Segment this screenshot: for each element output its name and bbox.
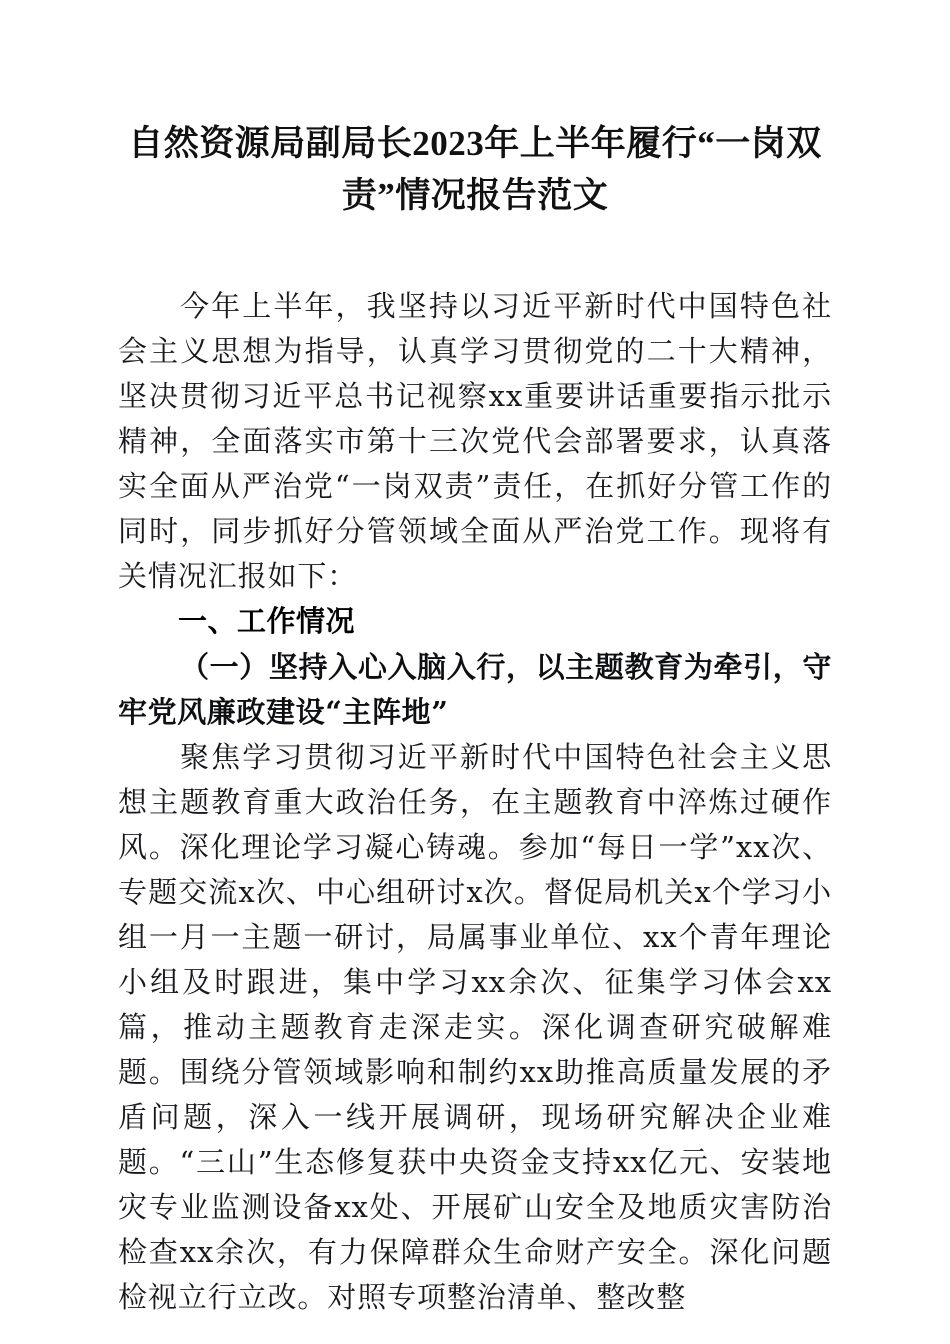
subsection-one-body: 聚焦学习贯彻习近平新时代中国特色社会主义思想主题教育重大政治任务，在主题教育中淬炼过硬作风。深化理论学习凝心铸魂。参加“每日一学”xx次、专题交流x次、中心组研讨x次。督促局机关x个学习小组一月一主题一研讨，局属事业单位、xx个青年理论小组及时跟进，集中学习xx余次、征集学习体会xx篇，推动主题教育走深走实。深化调查研究破解难题。围绕分管领域影响和制约xx助推高质量发展的矛盾问题，深入一线开展调研，现场研究解决企业难题。“三山”生态修复获中央资金支持xx亿元、安装地灾专业监测设备xx处、开展矿山安全及地质灾害防治检查xx余次，有力保障群众生命财产安全。深化问题检视立行立改。对照专项整治清单、整改整: [118, 740, 832, 1314]
page-title: 自然资源局副局长2023年上半年履行“一岗双责”情况报告范文: [128, 124, 822, 215]
section-heading-work-situation: 一、工作情况: [178, 606, 356, 638]
subsection-heading-one: （一）坚持入心入脑入行，以主题教育为牵引，守牢党风廉政建设“主阵地”: [118, 650, 832, 729]
title-body-spacer: [118, 222, 832, 284]
intro-paragraph: 今年上半年，我坚持以习近平新时代中国特色社会主义思想为指导，认真学习贯彻党的二十大精神，坚决贯彻习近平总书记视察xx重要讲话重要指示批示精神，全面落实市第十三次党代会部署要求，认真落实全面从严治党“一岗双责”责任，在抓好分管工作的同时，同步抓好分管领域全面从严治党工作。现将有关情况汇报如下：: [118, 289, 832, 593]
